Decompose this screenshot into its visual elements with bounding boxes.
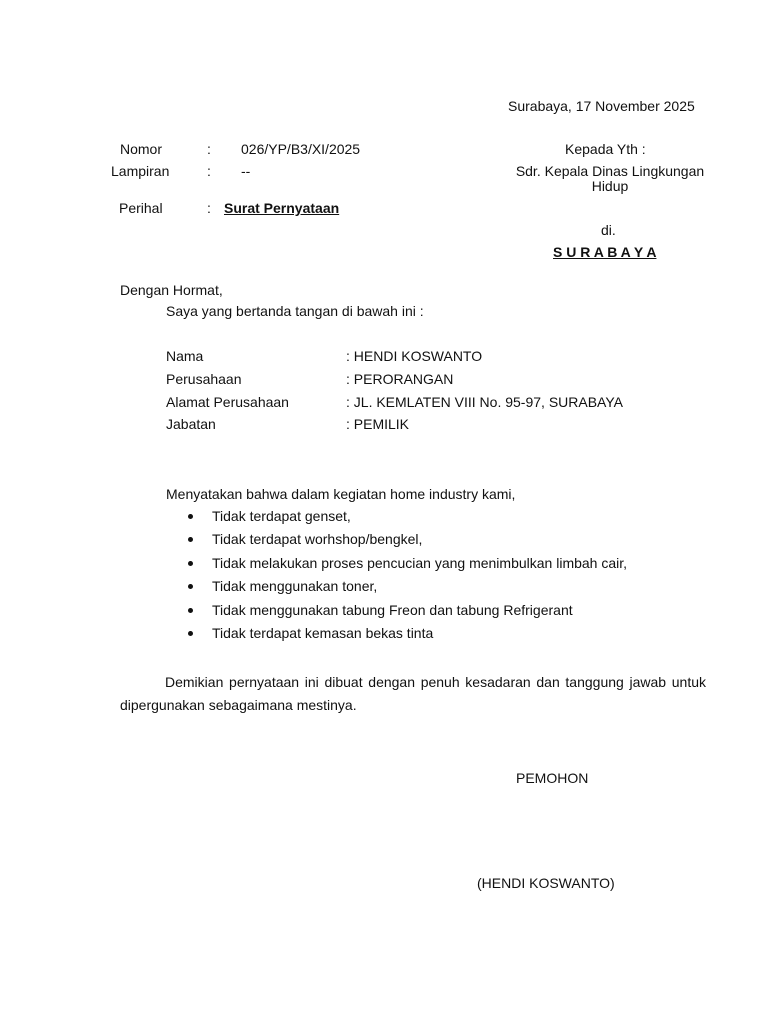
bullet-text: Tidak menggunakan toner, [212, 578, 378, 595]
recipient-di: di. [601, 222, 616, 238]
nomor-label: Nomor [120, 141, 163, 157]
field-value-jabatan: : PEMILIK [346, 416, 410, 432]
bullet-text: Tidak terdapat genset, [212, 508, 351, 524]
field-label-nama: Nama [166, 348, 204, 364]
intro-text: Saya yang bertanda tangan di bawah ini : [166, 303, 424, 319]
perihal-label: Perihal [119, 200, 163, 216]
perihal-value: Surat Pernyataan [224, 200, 340, 216]
bullet-item [186, 531, 627, 554]
signature-name: (HENDI KOSWANTO) [477, 875, 615, 891]
greeting: Dengan Hormat, [120, 282, 223, 298]
bullet-icon [188, 514, 193, 519]
bullet-text: Tidak terdapat worhshop/bengkel, [212, 531, 423, 548]
bullet-icon [188, 537, 193, 542]
perihal-colon: : [207, 200, 211, 216]
lampiran-colon: : [207, 163, 211, 179]
bullet-text: Tidak terdapat kemasan bekas tinta [212, 624, 434, 641]
bullet-text: Tidak menggunakan tabung Freon dan tabung Refrigerant [212, 601, 573, 618]
nomor-colon: : [207, 141, 211, 157]
lampiran-label: Lampiran [111, 163, 170, 179]
field-label-perusahaan: Perusahaan [166, 371, 242, 387]
bullet-item [186, 508, 627, 531]
bullet-icon [188, 631, 193, 636]
bullet-icon [188, 608, 193, 613]
signature-role: PEMOHON [516, 770, 589, 786]
closing-paragraph: Demikian pernyataan ini dibuat dengan penuh kesadaran dan tanggung jawab untuk dipergunakan sebagaimana mestinya. [120, 674, 706, 713]
place-date: Surabaya, 17 November 2025 [508, 98, 695, 114]
recipient-line1: Sdr. Kepala Dinas Lingkungan [515, 163, 705, 179]
nomor-value: 026/YP/B3/XI/2025 [241, 141, 361, 157]
lampiran-value: -- [241, 163, 251, 179]
bullet-item [186, 578, 627, 601]
field-value-nama: : HENDI KOSWANTO [346, 348, 483, 364]
recipient-line2: Hidup [591, 178, 629, 194]
bullet-text: Tidak melakukan proses pencucian yang menimbulkan limbah cair, [212, 554, 628, 571]
bullet-item [186, 602, 627, 625]
field-label-alamat: Alamat Perusahaan [166, 394, 289, 410]
bullet-icon [188, 561, 193, 566]
recipient-kepada: Kepada Yth : [565, 141, 646, 157]
bullet-item [186, 625, 627, 648]
recipient-city: S U R A B A Y A [553, 244, 657, 260]
statement-bullet-list [186, 508, 627, 648]
field-label-jabatan: Jabatan [166, 416, 216, 432]
field-value-perusahaan: : PERORANGAN [346, 371, 454, 387]
field-value-alamat: : JL. KEMLATEN VIII No. 95-97, SURABAYA [346, 394, 623, 410]
bullet-icon [188, 584, 193, 589]
statement-text: Menyatakan bahwa dalam kegiatan home industry kami, [166, 486, 516, 502]
bullet-item [186, 555, 627, 578]
